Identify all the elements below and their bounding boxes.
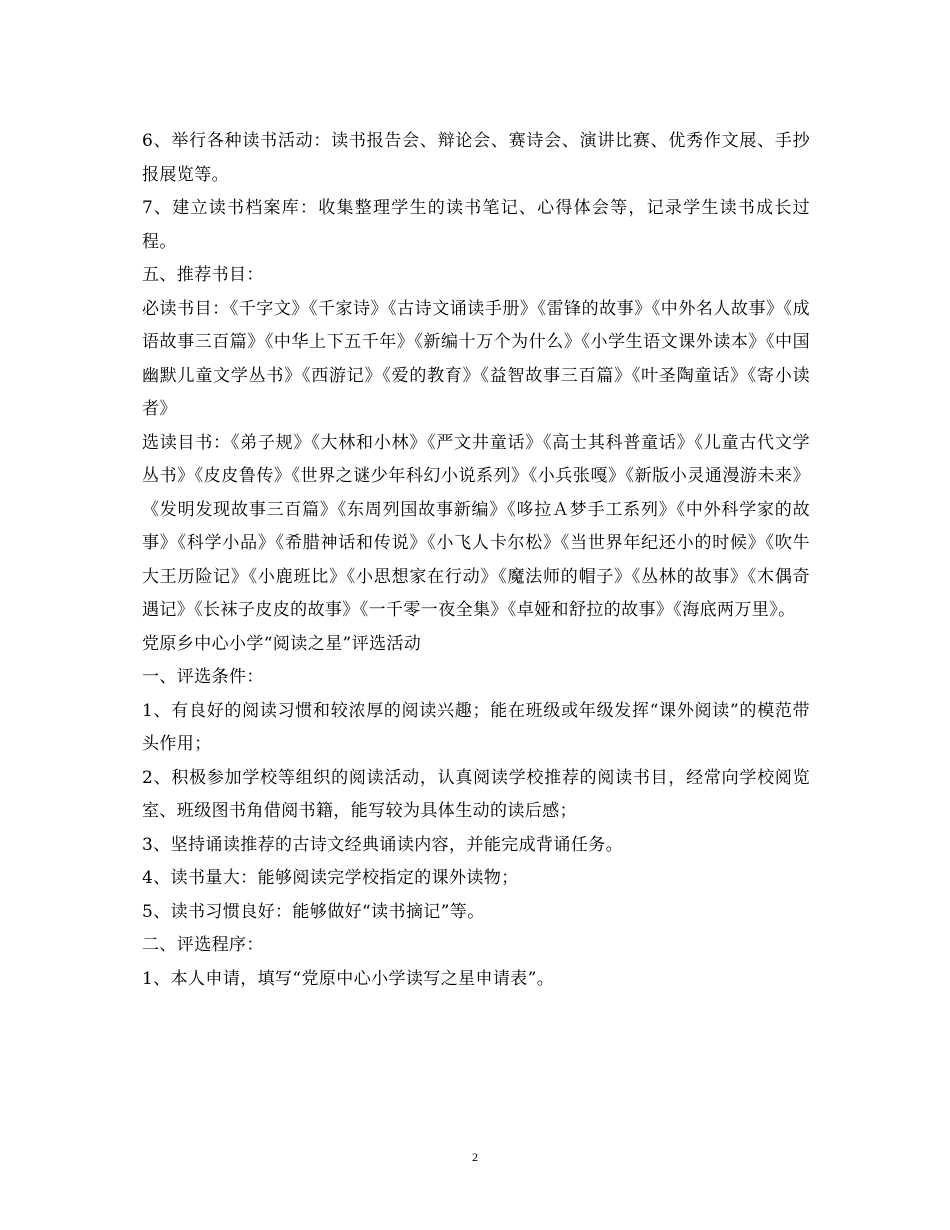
paragraph-optional-books: 选读目书：《弟子规》《大林和小林》《严文井童话》《高士其科普童话》《儿童古代文学丛书》《皮皮鲁传》《世界之谜少年科幻小说系列》《小兵张嘎》《新版小灵通漫游未来》《发明发现故事三百篇》《东周列国故事新编》《哆拉Ａ梦手工系列》《中外科学家的故事》《科学小品》《希腊神话和传说》《小飞人卡尔松》《当世界年纪还小的时候》《吹牛大王历险记》《小鹿班比》《小思想家在行动》《魔法师的帽子》《丛林的故事》《木偶奇遇记》《长袜子皮皮的故事》《一千零一夜全集》《卓娅和舒拉的故事》《海底两万里》。 xyxy=(142,432,810,620)
document-subtitle-reading-star: 党原乡中心小学“阅读之星”评选活动 xyxy=(142,633,422,654)
paragraph-required-books: 必读书目：《千字文》《千家诗》《古诗文诵读手册》《雷锋的故事》《中外名人故事》《成语故事三百篇》《中华上下五千年》《新编十万个为什么》《小学生语文课外读本》《中国幽默儿童文学丛书》《西游记》《爱的教育》《益智故事三百篇》《叶圣陶童话》《寄小读者》 xyxy=(142,298,810,419)
criteria-item-1: 1、有良好的阅读习惯和较浓厚的阅读兴趣；能在班级或年级发挥“课外阅读”的模范带头作用； xyxy=(142,700,810,754)
page-number: 2 xyxy=(472,1150,478,1164)
criteria-item-4: 4、读书量大：能够阅读完学校指定的课外读物； xyxy=(142,868,519,888)
section-heading-recommended-books: 五、推荐书目： xyxy=(142,265,264,285)
procedure-item-1: 1、本人申请，填写“党原中心小学读写之星申请表”。 xyxy=(142,968,555,989)
paragraph-archive-7: 7、建立读书档案库：收集整理学生的读书笔记、心得体会等，记录学生读书成长过程。 xyxy=(142,198,810,252)
section-heading-procedure: 二、评选程序： xyxy=(142,935,264,955)
criteria-item-5: 5、读书习惯良好：能够做好“读书摘记”等。 xyxy=(142,901,485,922)
section-heading-criteria: 一、评选条件： xyxy=(142,667,264,687)
criteria-item-2: 2、积极参加学校等组织的阅读活动，认真阅读学校推荐的阅读书目，经常向学校阅览室、班级图书角借阅书籍，能写较为具体生动的读后感； xyxy=(142,767,810,821)
paragraph-activities-6: 6、举行各种读书活动：读书报告会、辩论会、赛诗会、演讲比赛、优秀作文展、手抄报展览等。 xyxy=(142,131,810,185)
criteria-item-3: 3、坚持诵读推荐的古诗文经典诵读内容，并能完成背诵任务。 xyxy=(142,834,624,855)
document-body xyxy=(142,125,810,996)
